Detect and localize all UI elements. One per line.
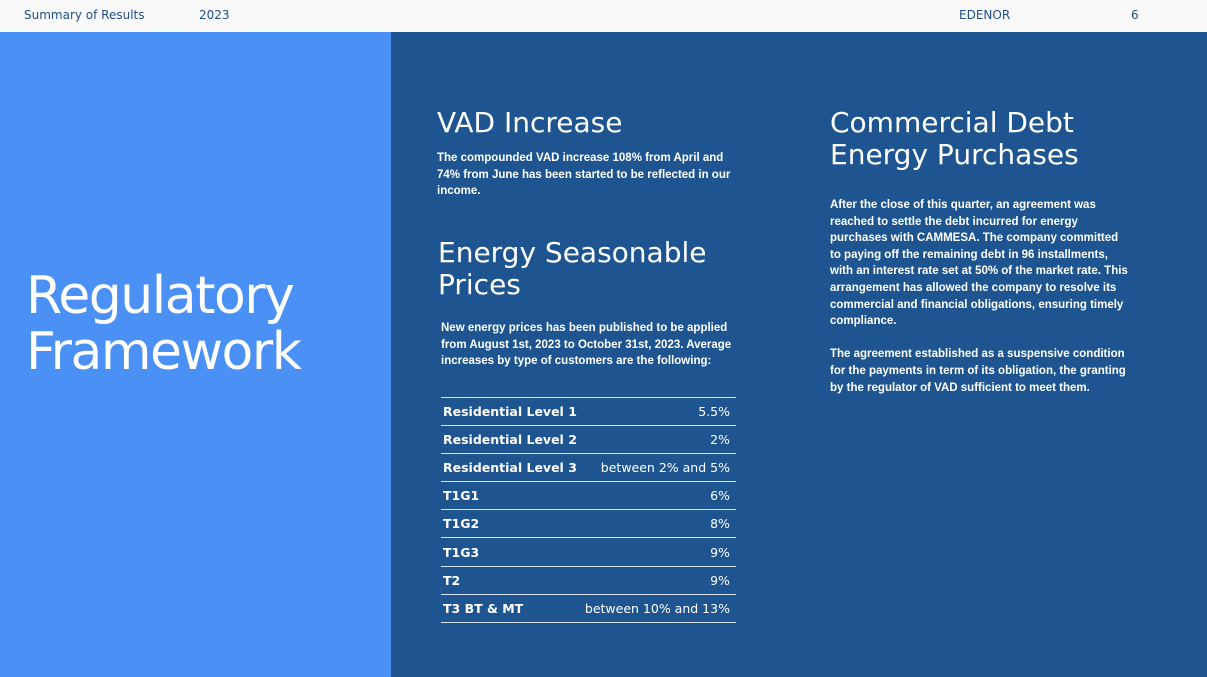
company-label: EDENOR — [959, 8, 1011, 22]
debt-heading-line1: Commercial Debt — [830, 106, 1074, 139]
increase-value: 2% — [710, 432, 730, 448]
seasonal-heading-line2: Prices — [438, 268, 521, 301]
customer-type: T1G3 — [443, 544, 480, 560]
debt-paragraph-1: After the close of this quarter, an agreement was reached to settle the debt incurred for energy purchases with CAMMESA. The company committed to paying off the remaining debt in 96 installments, with an interest rate set at 50% of the market rate. This arrangement has allowed the company to resolve its commercial and financial obligations, ensuring timely compliance. — [830, 199, 1128, 328]
customer-type: Residential Level 1 — [443, 404, 577, 420]
increase-value: 9% — [710, 544, 730, 560]
top-bar — [0, 0, 1207, 32]
table-row — [441, 482, 736, 510]
customer-type: T1G1 — [443, 488, 480, 504]
increase-value: 8% — [710, 516, 730, 532]
table-row — [441, 538, 736, 566]
customer-type: Residential Level 2 — [443, 432, 577, 448]
customer-type: Residential Level 3 — [443, 460, 577, 476]
seasonal-paragraph: New energy prices has been published to be applied from August 1st, 2023 to October 31st, 2023. Average increases by type of customers are the following: — [441, 322, 732, 368]
debt-heading-line2: Energy Purchases — [830, 138, 1079, 171]
seasonal-heading-line1: Energy Seasonable — [438, 236, 707, 269]
customer-type: T1G2 — [443, 516, 480, 532]
left-panel — [0, 32, 391, 677]
table-row — [441, 454, 736, 482]
vad-heading: VAD Increase — [437, 106, 623, 139]
content-panel — [391, 32, 1207, 677]
page-title-line1: Regulatory — [26, 266, 294, 326]
section-label: Summary of Results — [24, 8, 145, 22]
customer-type: T2 — [443, 572, 461, 588]
page-title-line2: Framework — [26, 322, 301, 382]
table-row — [441, 510, 736, 538]
year-label: 2023 — [199, 8, 230, 22]
page-title — [26, 268, 300, 380]
table-row — [441, 566, 736, 594]
increase-value: 6% — [710, 488, 730, 504]
increase-value: 9% — [710, 572, 730, 588]
increase-value: between 10% and 13% — [584, 600, 730, 616]
price-increase-table — [441, 397, 736, 623]
seasonal-heading — [438, 237, 707, 301]
debt-text — [830, 197, 1130, 396]
vad-paragraph: The compounded VAD increase 108% from April and 74% from June has been started to be reflected in our income. — [437, 152, 731, 198]
customer-type: T3 BT & MT — [443, 600, 524, 616]
table-row — [441, 426, 736, 454]
page-number: 6 — [1131, 8, 1139, 22]
table-row — [441, 594, 736, 622]
debt-paragraph-2: The agreement established as a suspensive condition for the payments in term of its obligation, the granting by the regulator of VAD sufficient to meet them. — [830, 348, 1126, 394]
increase-value: 5.5% — [698, 404, 730, 420]
debt-heading — [830, 107, 1079, 171]
table-row — [441, 398, 736, 426]
increase-value: between 2% and 5% — [600, 460, 730, 476]
